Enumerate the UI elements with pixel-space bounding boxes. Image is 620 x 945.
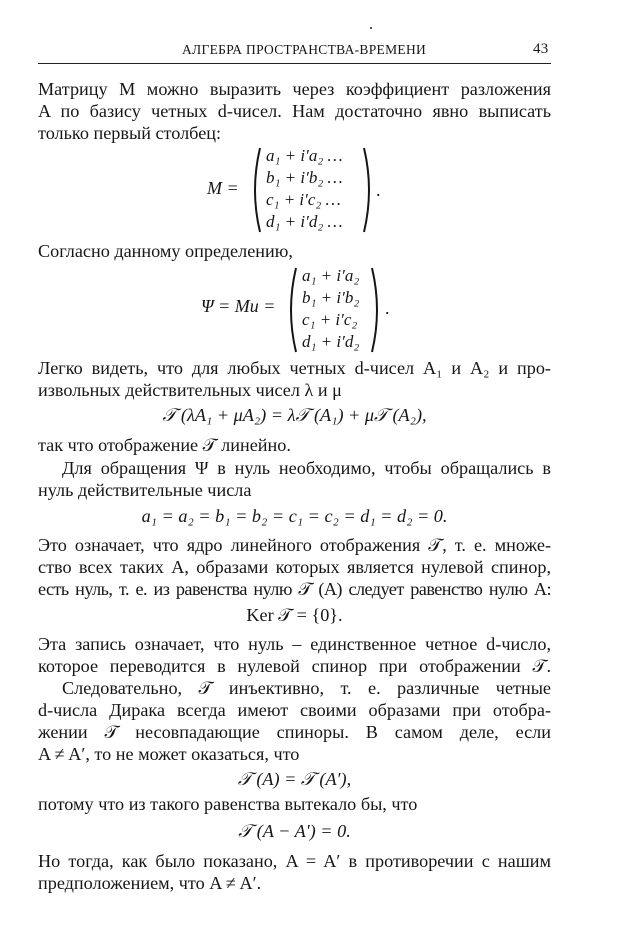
text-line: Эта запись означает, что нуль – единственное четное d-число, — [38, 634, 551, 654]
right-paren — [362, 146, 376, 234]
text-line: Это означает, что ядро линейного отображения 𝒯, т. е. множе- — [38, 535, 551, 555]
text-line: Согласно данному определению, — [38, 241, 293, 261]
text-line: Но тогда, как было показано, A = A′ в противоречии с нашим — [38, 851, 551, 871]
left-paren — [248, 146, 262, 234]
text-line: d-числа Дирака всегда имеют своими образами при отобра- — [38, 700, 551, 720]
psi-row: d₁ + i′d₂ — [302, 332, 360, 351]
text-line: Следовательно, 𝒯 инъективно, т. е. различные четные — [62, 678, 551, 698]
running-header: АЛГЕБРА ПРОСТРАНСТВА-ВРЕМЕНИ — [182, 42, 427, 57]
text-line: только первый столбец: — [38, 123, 222, 143]
scan-speck — [370, 27, 372, 29]
text-line: которое переводится в нулевой спинор при отображении 𝒯. — [38, 656, 551, 676]
psi-row: b₁ + i′b₂ — [302, 288, 360, 307]
matrix-m-label: M = — [207, 178, 239, 198]
psi-period: . — [385, 298, 390, 318]
text-line: нуль действительные числа — [38, 480, 252, 500]
equation-zero: a₁ = a₂ = b₁ = b₂ = c₁ = c₂ = d₁ = d₂ = 0. — [141, 506, 448, 526]
matrix-m-period: . — [376, 180, 381, 200]
equation-kernel: Ker 𝒯 = {0}. — [246, 605, 343, 625]
psi-row: a₁ + i′a₂ — [302, 266, 360, 285]
psi-label: Ψ = Mu = — [201, 296, 276, 316]
psi-row: c₁ + i′c₂ — [302, 310, 358, 329]
page-number: 43 — [533, 41, 549, 57]
text-line: ство всех таких A, образами которых является нулевой спинор, — [38, 557, 551, 577]
matrix-m-row: d₁ + i′d₂ … — [266, 212, 343, 231]
header-rule — [38, 63, 551, 64]
text-line: Легко видеть, что для любых четных d-чисел A₁ и A₂ и про- — [38, 358, 551, 378]
text-line: жении 𝒯 несовпадающие спиноры. В самом деле, если — [38, 722, 551, 742]
right-paren — [370, 266, 384, 354]
text-line: A по базису четных d-чисел. Нам достаточно явно выписать — [38, 101, 551, 121]
matrix-m-row: c₁ + i′c₂ … — [266, 190, 341, 209]
equation-images: 𝒯 (A) = 𝒯 (A′), — [237, 769, 352, 789]
text-line: так что отображение 𝒯 линейно. — [38, 435, 291, 455]
text-line: есть нуль, т. е. из равенства нулю 𝒯 (A) следует равенство нулю A: — [38, 579, 551, 599]
text-line: потому что из такого равенства вытекало бы, что — [38, 794, 418, 814]
matrix-m-row: a₁ + i′a₂ … — [266, 146, 343, 165]
text-line: A ≠ A′, то не может оказаться, что — [38, 744, 300, 764]
left-paren — [284, 266, 298, 354]
text-line: извольных действительных чисел λ и μ — [38, 380, 342, 400]
text-line: предположением, что A ≠ A′. — [38, 873, 262, 893]
matrix-m-row: b₁ + i′b₂ … — [266, 168, 343, 187]
equation-linearity: 𝒯 (λA₁ + μA₂) = λ𝒯 (A₁) + μ𝒯 (A₂), — [162, 405, 427, 425]
equation-difference: 𝒯 (A − A′) = 0. — [238, 821, 351, 841]
text-line: Матрицу M можно выразить через коэффициент разложения — [38, 79, 551, 99]
text-line: Для обращения Ψ в нуль необходимо, чтобы обращались в — [62, 458, 551, 478]
